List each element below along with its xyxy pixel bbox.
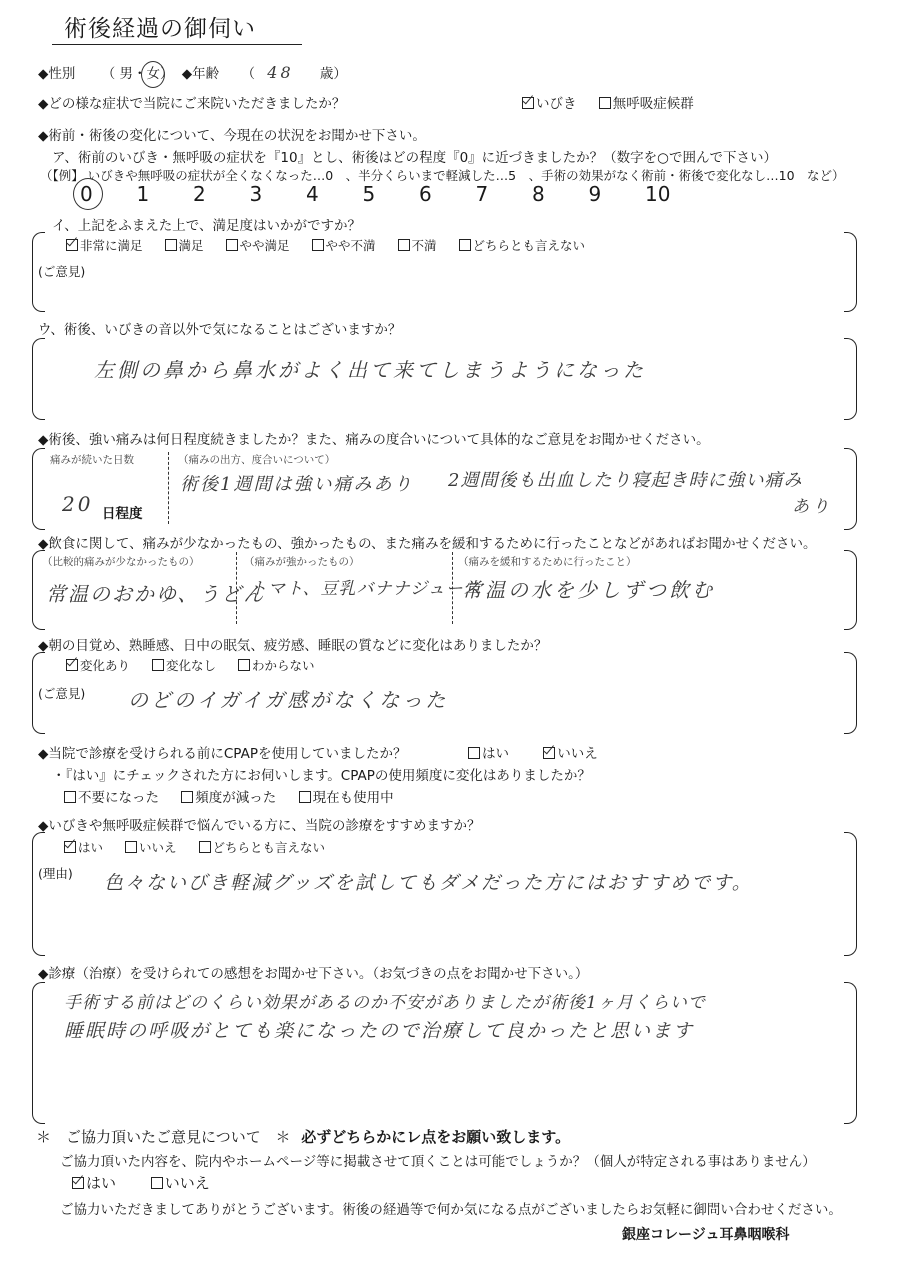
title-underline: [52, 44, 302, 45]
checkbox-checked: [66, 239, 78, 251]
consent-heading: [36, 1126, 570, 1147]
q-symptom-text: ◆どの様な症状で当院にご来院いただきましたか？: [38, 96, 346, 112]
bracket-right: [844, 982, 857, 1124]
checkbox: [165, 239, 177, 251]
checkbox: [199, 841, 211, 853]
q-cpap-text: ◆当院で診療を受けられる前にCPAPを使用していましたか？: [38, 746, 407, 762]
food-col1-answer[interactable]: 常温のおかゆ、うどん: [46, 582, 266, 606]
q-morning-text: ◆朝の目覚め、熟睡感、日中の眠気、疲労感、睡眠の質などに変化はありましたか？: [38, 638, 548, 654]
q-food-text: ◆飲食に関して、痛みが少なかったもの、強かったもの、また痛みを緩和するために行ったことなどがあればお聞かせください。: [38, 536, 817, 552]
checkbox: [152, 659, 164, 671]
option-label: いいえ: [557, 746, 598, 762]
bracket-right: [844, 550, 857, 630]
food-col3-caption: （痛みを緩和するために行ったこと）: [458, 556, 637, 568]
food-col3-answer[interactable]: 常温の水を少しずつ飲む: [462, 578, 715, 602]
option-changed[interactable]: [66, 656, 130, 674]
checkbox: [125, 841, 137, 853]
checkbox-checked: [64, 841, 76, 853]
score-option-3[interactable]: 3: [249, 182, 263, 206]
score-option-4[interactable]: 4: [306, 182, 319, 206]
q-satisfaction-options: [66, 236, 603, 254]
q-morning-options: [66, 656, 333, 674]
gender-female-circle: [141, 61, 165, 88]
score-option-0[interactable]: 0: [80, 182, 93, 206]
consent-heading-a: ＊ ご協力頂いたご意見について: [36, 1128, 261, 1146]
footer-thanks: ご協力いただきましてありがとうございます。術後の経過等で何か気になる点がございましたらお気軽に御問い合わせください。: [60, 1202, 842, 1218]
score-option-2[interactable]: 2: [193, 182, 206, 206]
option-label: いいえ: [164, 1174, 210, 1192]
food-col1-caption: （比較的痛みが少なかったもの）: [42, 556, 200, 568]
bracket-right: [844, 448, 857, 530]
option-less-frequent[interactable]: [181, 786, 276, 806]
option-neither[interactable]: [199, 838, 326, 856]
option-label: はい: [482, 746, 509, 762]
option-label: はい: [86, 1174, 117, 1192]
bracket-right: [844, 832, 857, 956]
option-satisfied[interactable]: [165, 236, 204, 254]
gender-male: 男: [119, 66, 133, 82]
divider: [452, 552, 453, 624]
gender-label: ◆性別: [38, 66, 76, 82]
score-option-1[interactable]: 1: [136, 182, 150, 206]
checkbox: [64, 791, 76, 803]
q-cpap-options: [468, 742, 616, 762]
food-col2-caption: （痛みが強かったもの）: [244, 556, 360, 568]
q-recommend-text: ◆いびきや無呼吸症候群で悩んでいる方に、当院の診療をすすめますか？: [38, 818, 481, 834]
q-impression-line2[interactable]: 睡眠時の呼吸がとても楽になったので治療して良かったと思います: [64, 1020, 695, 1042]
consent-options: [72, 1172, 228, 1193]
option-somewhat-satisfied[interactable]: [226, 236, 290, 254]
profile-row: [38, 62, 347, 82]
clinic-name: 銀座コレージュ耳鼻咽喉科: [622, 1227, 790, 1243]
age-open: （: [241, 66, 255, 82]
bracket-left: [32, 982, 45, 1124]
checkbox-checked: [543, 747, 555, 759]
option-dissatisfied[interactable]: [398, 236, 437, 254]
option-somewhat-dissatisfied[interactable]: [312, 236, 376, 254]
score-option-5[interactable]: 5: [362, 182, 376, 206]
q-other-answer[interactable]: 左側の鼻から鼻水がよく出て来てしまうようになった: [94, 358, 646, 382]
score-option-6[interactable]: 6: [419, 182, 432, 206]
option-no-change[interactable]: [152, 656, 216, 674]
checkbox-checked: [66, 659, 78, 671]
divider: [168, 452, 169, 524]
score-option-7[interactable]: 7: [475, 182, 489, 206]
pain-days-caption: 痛みが続いた日数: [50, 454, 134, 466]
bracket-left: [32, 832, 45, 956]
gender-female[interactable]: [146, 66, 160, 82]
option-label: どちらとも言えない: [472, 238, 586, 253]
food-col2-answer[interactable]: トマト、豆乳バナナジュース: [250, 579, 481, 599]
option-label: やや満足: [239, 238, 290, 253]
score-option-9[interactable]: 9: [588, 182, 602, 206]
pain-detail-line3[interactable]: あり: [792, 497, 832, 517]
checkbox: [398, 239, 410, 251]
q-impression-text: ◆診療（治療）を受けられての感想をお聞かせ下さい。（お気づきの点をお聞かせ下さい。）: [38, 966, 589, 982]
pain-detail-line2[interactable]: 2週間後も出血したり寝起き時に強い痛み: [448, 470, 803, 491]
option-apnea[interactable]: [599, 92, 694, 112]
q-impression-line1[interactable]: 手術する前はどのくらい効果があるのか不安がありましたが術後1ヶ月くらいで: [64, 993, 706, 1013]
option-label: 変化あり: [80, 658, 131, 673]
checkbox: [238, 659, 250, 671]
checkbox: [181, 791, 193, 803]
pain-days-unit: 日程度: [102, 506, 143, 522]
consent-text: ご協力頂いた内容を、院内やホームページ等に掲載させて頂くことは可能でしょうか？（個人が特定される事はありません）: [60, 1154, 816, 1170]
option-not-needed[interactable]: [64, 786, 159, 806]
checkbox: [599, 97, 611, 109]
opinion-label: (ご意見): [38, 264, 86, 279]
option-yes[interactable]: [64, 838, 103, 856]
option-no[interactable]: [543, 742, 598, 762]
option-ibiki[interactable]: [522, 92, 577, 112]
option-label: 現在も使用中: [312, 790, 394, 806]
option-yes[interactable]: [468, 742, 509, 762]
option-label: 非常に満足: [80, 238, 143, 253]
option-no[interactable]: [125, 838, 177, 856]
opinion-label: (ご意見): [38, 686, 86, 701]
pain-days-value[interactable]: 20: [62, 492, 94, 516]
score-option-10[interactable]: 10: [645, 182, 671, 206]
age-label: ◆年齢: [181, 66, 220, 82]
bracket-left: [32, 338, 45, 420]
bracket-right: [844, 652, 857, 734]
option-neither[interactable]: [459, 236, 586, 254]
reason-label: (理由): [38, 866, 73, 881]
option-label: やや不満: [325, 238, 376, 253]
option-label: どちらとも言えない: [212, 840, 326, 855]
consent-heading-bold: 必ずどちらかにレ点をお願い致します。: [301, 1128, 571, 1146]
option-label: 頻度が減った: [195, 790, 277, 806]
q-cpap-sub-options: [64, 786, 412, 806]
option-ibiki-label: いびき: [536, 96, 577, 112]
option-label: 満足: [178, 238, 204, 253]
checkbox: [299, 791, 311, 803]
q-symptom-options: [522, 92, 694, 112]
gender-open: （: [101, 66, 116, 82]
q-satisfaction-text: イ、上記をふまえた上で、満足度はいかがですか？: [52, 218, 362, 234]
q-morning-answer[interactable]: のどのイガイガ感がなくなった: [128, 688, 449, 712]
q-recommend-options: [64, 838, 343, 856]
q-other-text: ウ、術後、いびきの音以外で気になることはございますか？: [38, 322, 402, 338]
age-unit: 歳）: [319, 66, 347, 82]
page-title: 術後経過の御伺い: [64, 16, 256, 42]
checkbox: [468, 747, 480, 759]
checkbox: [459, 239, 471, 251]
bracket-left: [32, 448, 45, 530]
q-change-text: ◆術前・術後の変化について、今現在の状況をお聞かせ下さい。: [38, 128, 426, 144]
consent-heading-b: ＊: [275, 1128, 291, 1146]
gender-close: ）: [159, 66, 174, 82]
option-label: はい: [78, 840, 104, 855]
q-pain-text: ◆術後、強い痛みは何日程度続きましたか？また、痛みの度合いについて具体的なご意見をお聞かせください。: [38, 432, 710, 448]
option-apnea-label: 無呼吸症候群: [612, 96, 694, 112]
bracket-right: [844, 232, 857, 312]
score-option-8[interactable]: 8: [532, 182, 545, 206]
q-cpap-sub-text: ・『はい』にチェックされた方にお伺いします。CPAPの使用頻度に変化はありましたか？: [52, 768, 591, 784]
pain-detail-caption: （痛みの出方、度合いについて）: [178, 454, 336, 466]
pain-detail-line1[interactable]: 術後1週間は強い痛みあり: [180, 474, 414, 495]
q-recommend-answer[interactable]: 色々ないびき軽減グッズを試してもダメだった方にはおすすめです。: [104, 872, 753, 894]
q-change-a-text: ア、術前のいびき・無呼吸の症状を『10』とし、術後はどの程度『0』に近づきましたか？（数字を○で囲んで下さい）: [52, 150, 777, 166]
option-label: いいえ: [139, 840, 177, 855]
option-still-using[interactable]: [299, 786, 394, 806]
score-selected-circle: [73, 178, 103, 210]
gender-dot: ・: [132, 66, 147, 82]
checkbox: [151, 1177, 163, 1189]
age-value[interactable]: 48: [267, 63, 294, 82]
option-label: わからない: [252, 658, 315, 673]
checkbox-checked: [522, 97, 534, 109]
bracket-right: [844, 338, 857, 420]
checkbox: [312, 239, 324, 251]
option-unknown[interactable]: [238, 656, 315, 674]
checkbox-checked: [72, 1177, 84, 1189]
option-label: 不満: [411, 238, 437, 253]
checkbox: [226, 239, 238, 251]
divider: [236, 552, 237, 624]
option-label: 変化なし: [166, 658, 217, 673]
gender-female-text: 女: [146, 66, 160, 82]
q-change-example: （【例】 いびきや無呼吸の症状が全くなくなった…0 、半分くらいまで軽減した…5 、手術の効果がなく術前・術後で変化なし…10 など）: [40, 168, 845, 183]
option-very-satisfied[interactable]: [66, 236, 143, 254]
option-yes[interactable]: [72, 1172, 116, 1193]
option-no[interactable]: [151, 1172, 210, 1193]
option-label: 不要になった: [78, 790, 159, 806]
